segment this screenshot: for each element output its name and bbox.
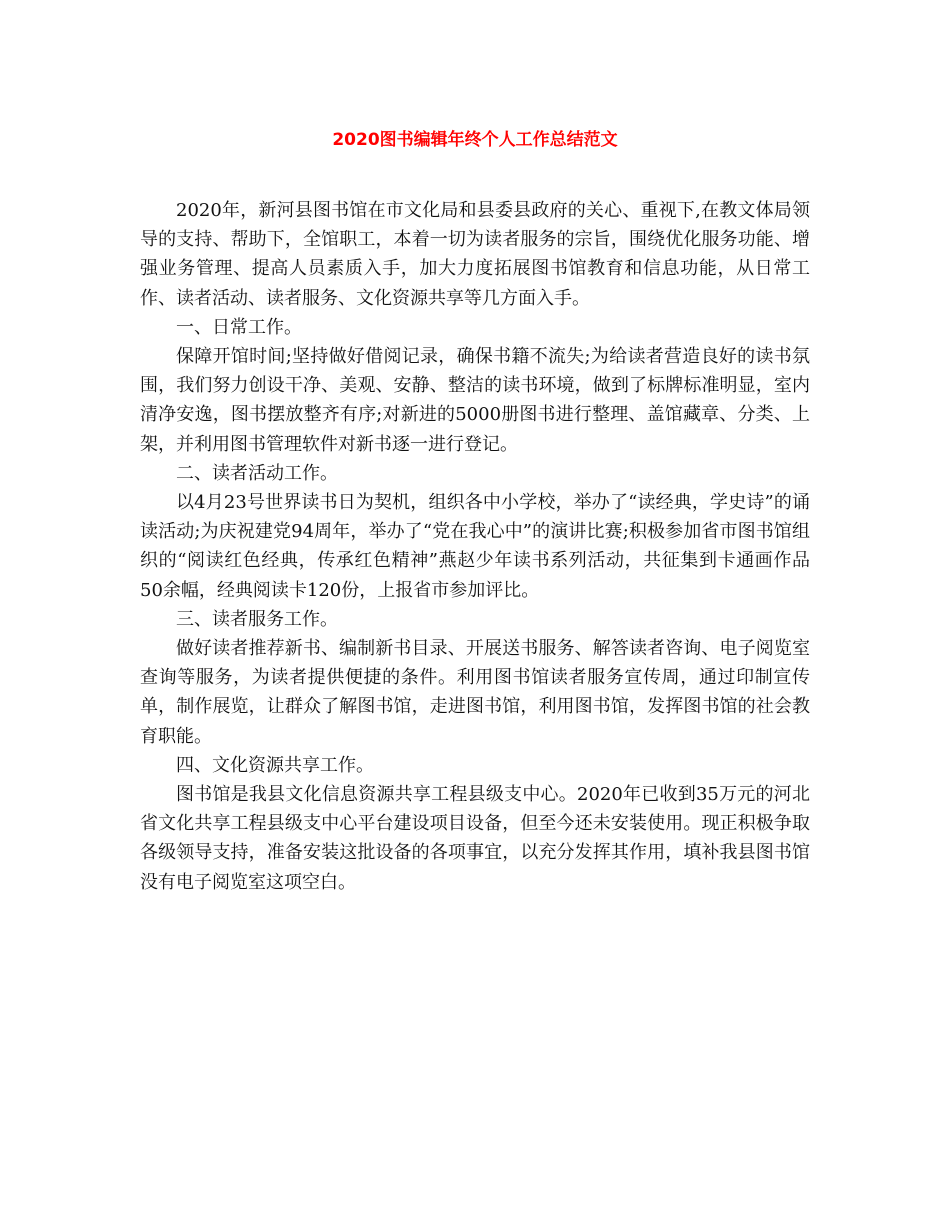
- paragraph-intro: 2020年，新河县图书馆在市文化局和县委县政府的关心、重视下,在教文体局领导的支持、帮助下，全馆职工，本着一切为读者服务的宗旨，围绕优化服务功能、增强业务管理、提高人员素质入手，加大力度拓展图书馆教育和信息功能，从日常工作、读者活动、读者服务、文化资源共享等几方面入手。: [140, 200, 810, 309]
- paragraph-daily-work: 保障开馆时间;坚持做好借阅记录，确保书籍不流失;为给读者营造良好的读书氛围，我们努力创设干净、美观、安静、整洁的读书环境，做到了标牌标准明显，室内清净安逸，图书摆放整齐有序;对新进的5000册图书进行整理、盖馆藏章、分类、上架，并利用图书管理软件对新书逐一进行登记。: [140, 346, 810, 455]
- paragraph-reader-activities: 以4月23号世界读书日为契机，组织各中小学校，举办了“读经典，学史诗”的诵读活动;为庆祝建党94周年，举办了“党在我心中”的演讲比赛;积极参加省市图书馆组织的“阅读红色经典，传承红色精神”燕赵少年读书系列活动，共征集到卡通画作品50余幅，经典阅读卡120份，上报省市参加评比。: [140, 492, 810, 601]
- paragraph-resource-sharing: 图书馆是我县文化信息资源共享工程县级支中心。2020年已收到35万元的河北省文化共享工程县级支中心平台建设项目设备，但至今还未安装使用。现正积极争取各级领导支持，准备安装这批设备的各项事宜，以充分发挥其作用，填补我县图书馆没有电子阅览室这项空白。: [140, 784, 810, 893]
- document-title: 2020图书编辑年终个人工作总结范文: [332, 130, 618, 150]
- section-heading-reader-services: 三、读者服务工作。: [176, 608, 338, 630]
- document-body: [140, 196, 810, 897]
- section-heading-daily-work: 一、日常工作。: [176, 316, 302, 338]
- section-heading-resource-sharing: 四、文化资源共享工作。: [176, 754, 374, 776]
- section-heading-reader-activities: 二、读者活动工作。: [176, 462, 338, 484]
- paragraph-reader-services: 做好读者推荐新书、编制新书目录、开展送书服务、解答读者咨询、电子阅览室查询等服务，为读者提供便捷的条件。利用图书馆读者服务宣传周，通过印制宣传单，制作展览，让群众了解图书馆，走进图书馆，利用图书馆，发挥图书馆的社会教育职能。: [140, 638, 810, 747]
